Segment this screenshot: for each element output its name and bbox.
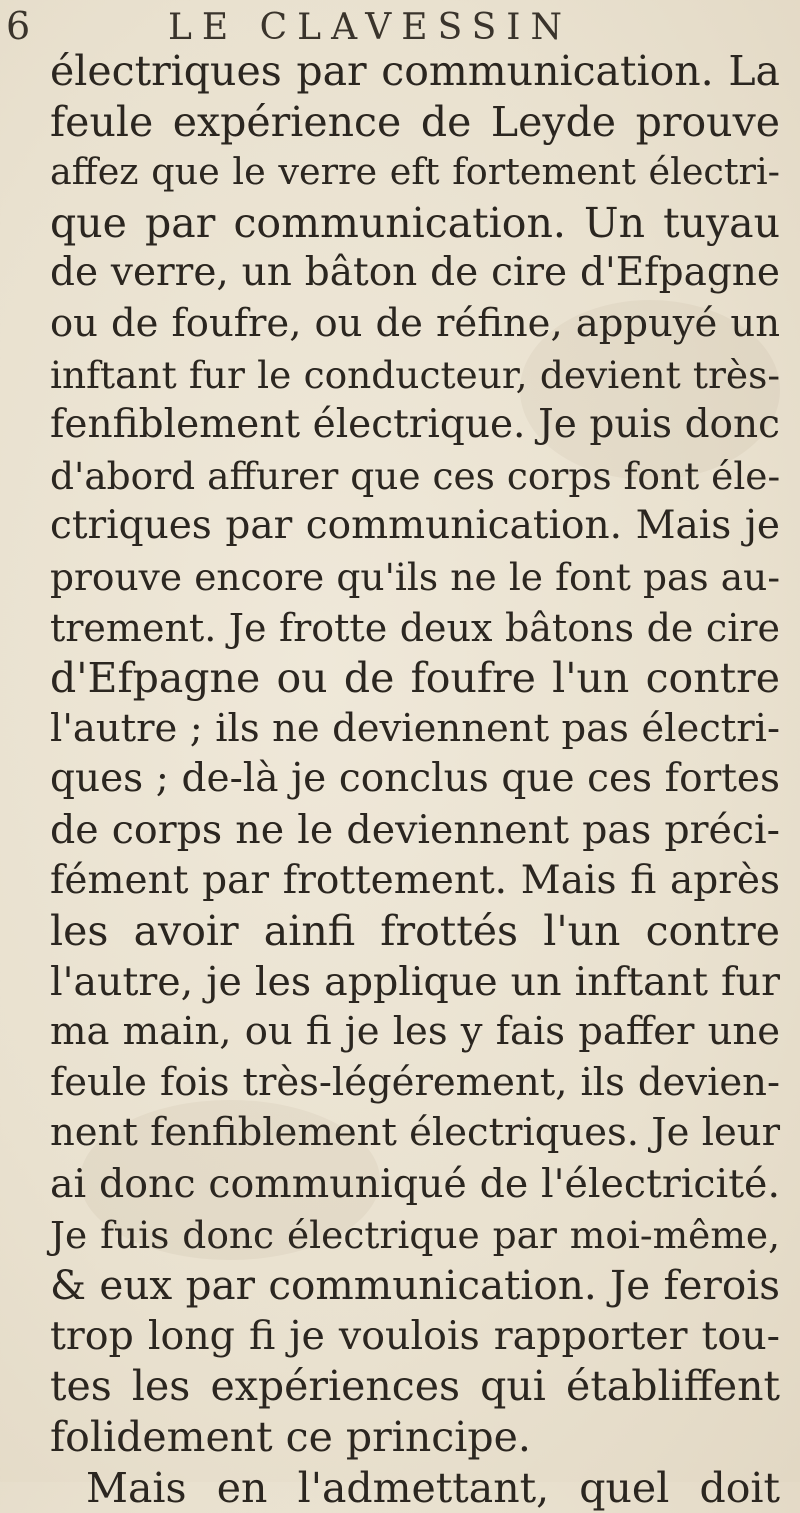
text-line: ques ; de-là je conclus que ces fortes <box>50 756 780 802</box>
text-line: que par communication. Un tuyau <box>50 198 780 247</box>
text-line: nent fenfiblement électriques. Je leur <box>50 1110 780 1156</box>
text-line: fément par frottement. Mais fi après <box>50 857 780 903</box>
page-number: 6 <box>6 4 37 48</box>
text-line: inftant fur le conducteur, devient très- <box>50 352 780 397</box>
text-line: Mais en l'admettant, quel doit <box>86 1463 780 1512</box>
text-line: tes les expériences qui établiffent <box>50 1362 780 1411</box>
text-line: affez que le verre eft fortement électri- <box>50 150 780 194</box>
text-line: & eux par communication. Je ferois <box>50 1261 780 1310</box>
text-line: feule expérience de Leyde prouve <box>50 97 780 146</box>
running-title: LE CLAVESSIN <box>168 7 572 48</box>
text-line: d'Efpagne ou de foufre l'un contre <box>50 654 780 703</box>
text-line: trement. Je frotte deux bâtons de cire <box>50 605 780 650</box>
text-line: l'autre ; ils ne deviennent pas électri- <box>50 705 780 751</box>
text-line: folidement ce principe. <box>50 1413 531 1462</box>
text-line: ou de foufre, ou de réfine, appuyé un <box>50 300 780 346</box>
text-line: électriques par communication. La <box>50 47 780 95</box>
text-line: de verre, un bâton de cire d'Efpagne <box>50 250 780 296</box>
text-line: fenfiblement électrique. Je puis donc <box>50 402 780 448</box>
text-line: ma main, ou fi je les y fais paffer une <box>50 1009 780 1055</box>
text-line: Je fuis donc électrique par moi-même, <box>50 1212 780 1257</box>
text-line: ai donc communiqué de l'électricité. <box>50 1161 780 1208</box>
text-line: ctriques par communication. Mais je <box>50 503 780 549</box>
text-line: prouve encore qu'ils ne le font pas au- <box>50 554 780 599</box>
text-line: l'autre, je les applique un inftant fur <box>50 958 780 1005</box>
text-line: trop long fi je voulois rapporter tou- <box>50 1312 780 1359</box>
text-line: d'abord affurer que ces corps font éle- <box>50 453 781 498</box>
text-line: les avoir ainfi frottés l'un contre <box>50 907 780 956</box>
text-body <box>50 46 780 1513</box>
text-line: feule fois très-légérement, ils devien- <box>50 1059 780 1105</box>
text-line: de corps ne le deviennent pas préci- <box>50 806 780 853</box>
